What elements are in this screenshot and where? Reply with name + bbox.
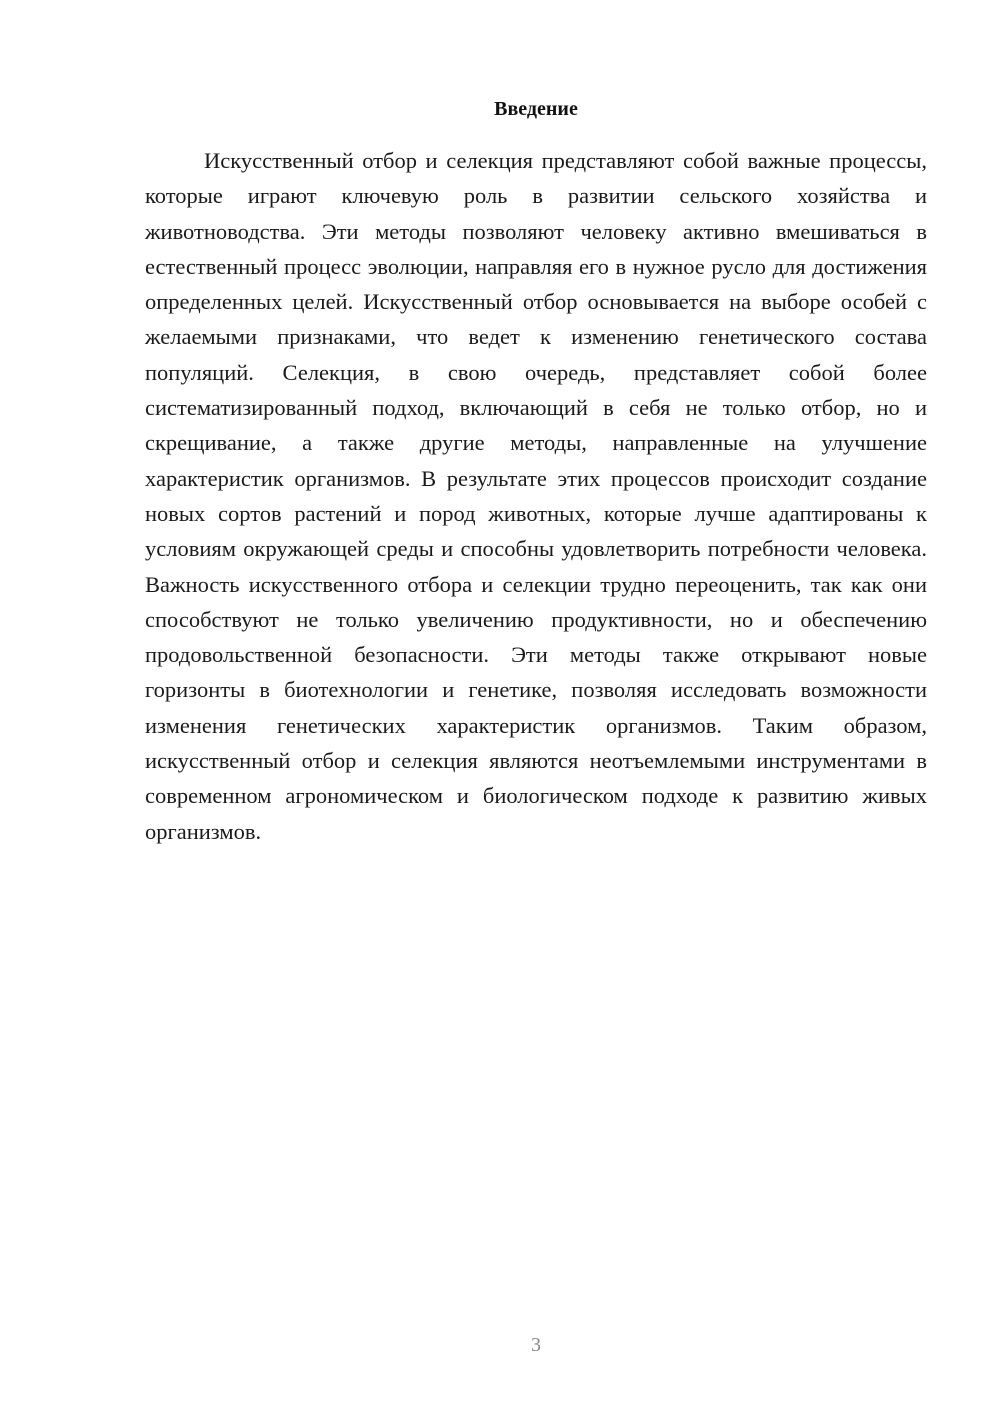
page-number: 3	[531, 1334, 541, 1356]
section-heading: Введение	[494, 98, 578, 120]
body-paragraph: Искусственный отбор и селекция представляют собой важные процессы, которые играют ключевую роль в развитии сельского хозяйства и животноводства. Эти методы позволяют человеку активно вмешиваться в естественный процесс эволюции, направляя его в нужное русло для достижения определенных целей. Искусственный отбор основывается на выборе особей с желаемыми признаками, что ведет к изменению генетического состава популяций. Селекция, в свою очередь, представляет собой более систематизированный подход, включающий в себя не только отбор, но и скрещивание, а также другие методы, направленные на улучшение характеристик организмов. В результате этих процессов происходит создание новых сортов растений и пород животных, которые лучше адаптированы к условиям окружающей среды и способны удовлетворить потребности человека. Важность искусственного отбора и селекции трудно переоценить, так как они способствуют не только увеличению продуктивности, но и обеспечению продовольственной безопасности. Эти методы также открывают новые горизонты в биотехнологии и генетике, позволяя исследовать возможности изменения генетических характеристик организмов. Таким образом, искусственный отбор и селекция являются неотъемлемыми инструментами в современном агрономическом и биологическом подходе к развитию живых организмов.	[145, 148, 927, 844]
